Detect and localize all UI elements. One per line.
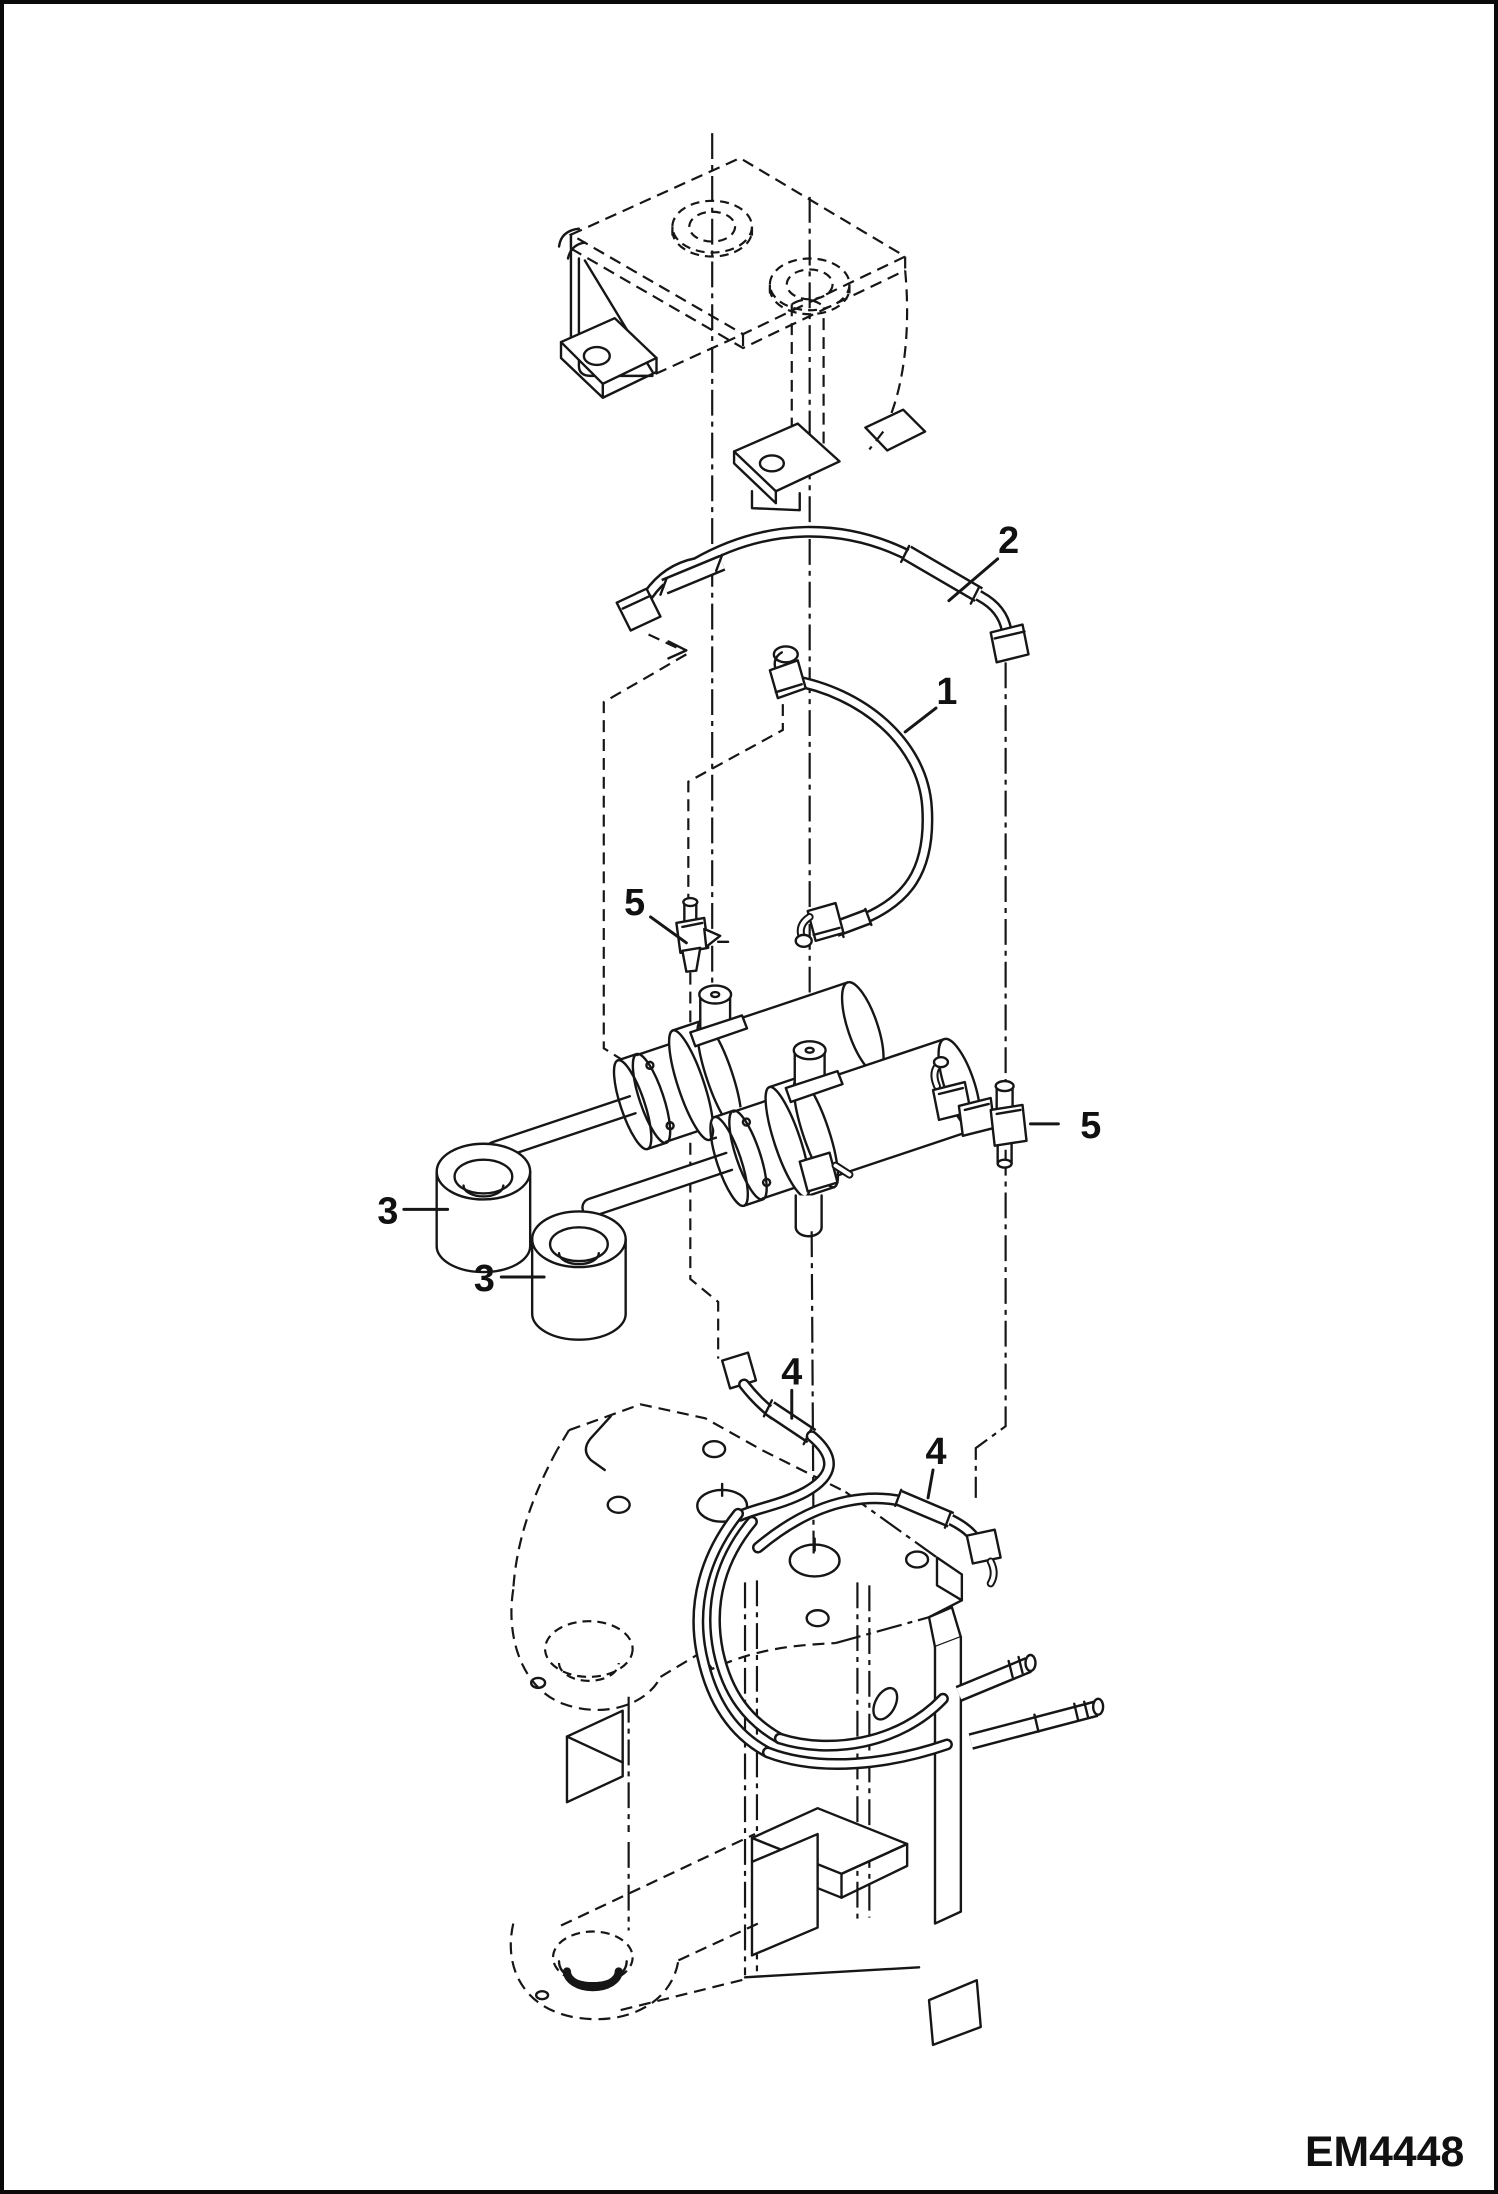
hose-stub-upper: [959, 1655, 1036, 1694]
callout-3-left: 3: [377, 1190, 399, 1233]
callout-5-left: 5: [624, 881, 646, 924]
callout-1: 1: [936, 671, 958, 714]
hose-2: [617, 532, 1029, 663]
swing-mounting-plate: [511, 1404, 961, 1710]
callout-4-left: 4: [781, 1351, 803, 1394]
fitting-5-left: [676, 898, 728, 972]
callout-2: 2: [998, 519, 1020, 562]
callout-5-right: 5: [1080, 1104, 1102, 1147]
lower-frame: [511, 1580, 981, 2045]
rod-end-bushing-left: [437, 1144, 530, 1272]
hose-1: [770, 646, 928, 946]
rod-end-bushing-right: [532, 1211, 625, 1339]
callout-4-right: 4: [925, 1431, 947, 1474]
cylinder-front-bottom-port: [796, 1195, 822, 1236]
top-mounting-bracket: [559, 158, 925, 510]
callout-3-right: 3: [473, 1257, 495, 1300]
hose-bundle: [698, 1514, 947, 1764]
hose-stub-lower: [971, 1699, 1103, 1742]
callouts: [377, 520, 1101, 1498]
figure-code: EM4448: [1304, 2128, 1465, 2177]
reference-centerlines: [604, 133, 1006, 1553]
exploded-parts-drawing: [4, 4, 1494, 2190]
